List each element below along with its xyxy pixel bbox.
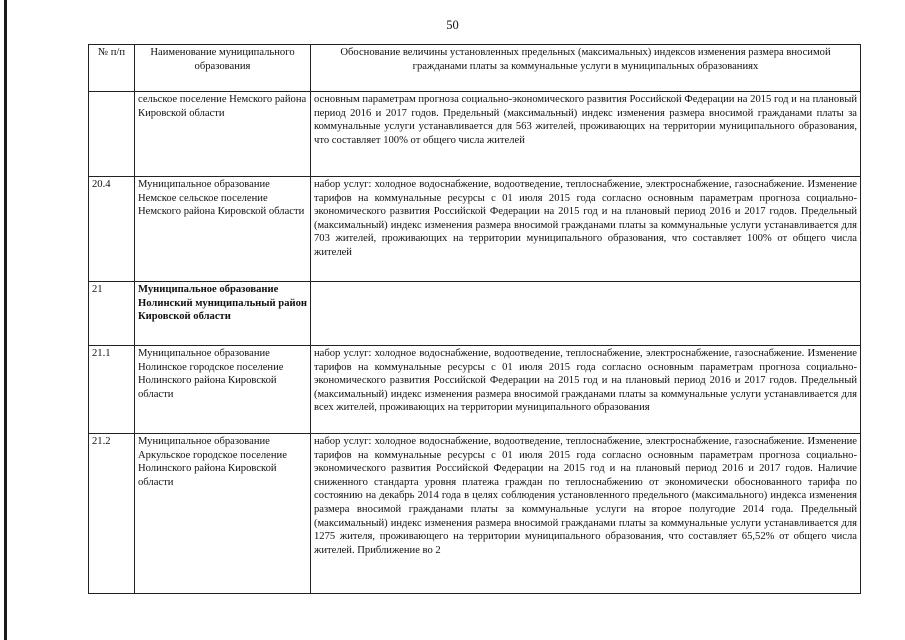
table-header-row <box>89 45 861 92</box>
row-municipality: Муниципальное образование Нолинское городское поселение Нолинского района Кировской области <box>135 346 311 434</box>
table-row-section <box>89 282 861 346</box>
row-num: 20.4 <box>89 177 135 282</box>
left-margin-rule <box>4 0 7 640</box>
row-justification: набор услуг: холодное водоснабжение, водоотведение, теплоснабжение, электроснабжение, газоснабжение. Изменение тарифов на коммунальные ресурсы с 01 июля 2015 года согласно основным параметрам прогноза социально-экономического развития Российской Федерации на 2015 год и на плановый период 2016 и 2017 годов. Предельный (максимальный) индекс изменения размера вносимой гражданами платы за коммунальные услуги устанавливается для 703 жителей, проживающих на территории муниципального образования, что составляет 100% от общего числа жителей <box>311 177 861 282</box>
page-number: 50 <box>446 18 459 32</box>
row-num: 21.2 <box>89 434 135 594</box>
row-justification: основным параметрам прогноза социально-экономического развития Российской Федерации на 2015 год и на плановый период 2016 и 2017 годов. Предельный (максимальный) индекс изменения размера вносимой гражданами платы за коммунальные услуги устанавливается для 563 жителей, проживающих на территории муниципального образования, что составляет 100% от общего числа жителей <box>311 92 861 177</box>
table-row <box>89 177 861 282</box>
row-justification <box>311 282 861 346</box>
row-municipality: сельское поселение Немского района Кировской области <box>135 92 311 177</box>
row-justification: набор услуг: холодное водоснабжение, водоотведение, теплоснабжение, электроснабжение, газоснабжение. Изменение тарифов на коммунальные ресурсы с 01 июля 2015 года согласно основным параметрам прогноза социально-экономического развития Российской Федерации на 2015 год и на плановый период 2016 и 2017 годов. Наличие сниженного стандарта уровня платежа граждан по теплоснабжению от экономически обоснованного тарифа по состоянию на декабрь 2014 года в целях соблюдения установленного предельного (максимального) индекса изменения размера вносимой гражданами платы за коммунальные услуги на второе полугодие 2014 года. Предельный (максимальный) индекс изменения размера вносимой гражданами платы за коммунальные услуги устанавливается для 1275 жителя, проживающего на территории муниципального образования, что составляет 65,52% от общего числа жителей. Приближение во 2 <box>311 434 861 594</box>
row-num <box>89 92 135 177</box>
row-num: 21.1 <box>89 346 135 434</box>
row-municipality: Муниципальное образование Немское сельское поселение Немского района Кировской области <box>135 177 311 282</box>
row-justification: набор услуг: холодное водоснабжение, водоотведение, теплоснабжение, электроснабжение, газоснабжение. Изменение тарифов на коммунальные ресурсы с 01 июля 2015 года согласно основным параметрам прогноза социально-экономического развития Российской Федерации на 2015 год и на плановый период 2016 и 2017 годов. Предельный (максимальный) индекс изменения размера вносимой гражданами платы за коммунальные услуги устанавливается для всех жителей, проживающих на территории муниципального образования <box>311 346 861 434</box>
row-municipality: Муниципальное образование Аркульское городское поселение Нолинского района Кировской области <box>135 434 311 594</box>
row-municipality: Муниципальное образование Нолинский муниципальный район Кировской области <box>135 282 311 346</box>
table-row <box>89 92 861 177</box>
tariff-index-table <box>88 44 861 594</box>
header-name: Наименование муниципального образования <box>135 45 311 92</box>
table-row <box>89 434 861 594</box>
header-justification: Обоснование величины установленных предельных (максимальных) индексов изменения размера вносимой гражданами платы за коммунальные услуги в муниципальных образованиях <box>311 45 861 92</box>
table-row <box>89 346 861 434</box>
header-num: № п/п <box>89 45 135 92</box>
row-num: 21 <box>89 282 135 346</box>
